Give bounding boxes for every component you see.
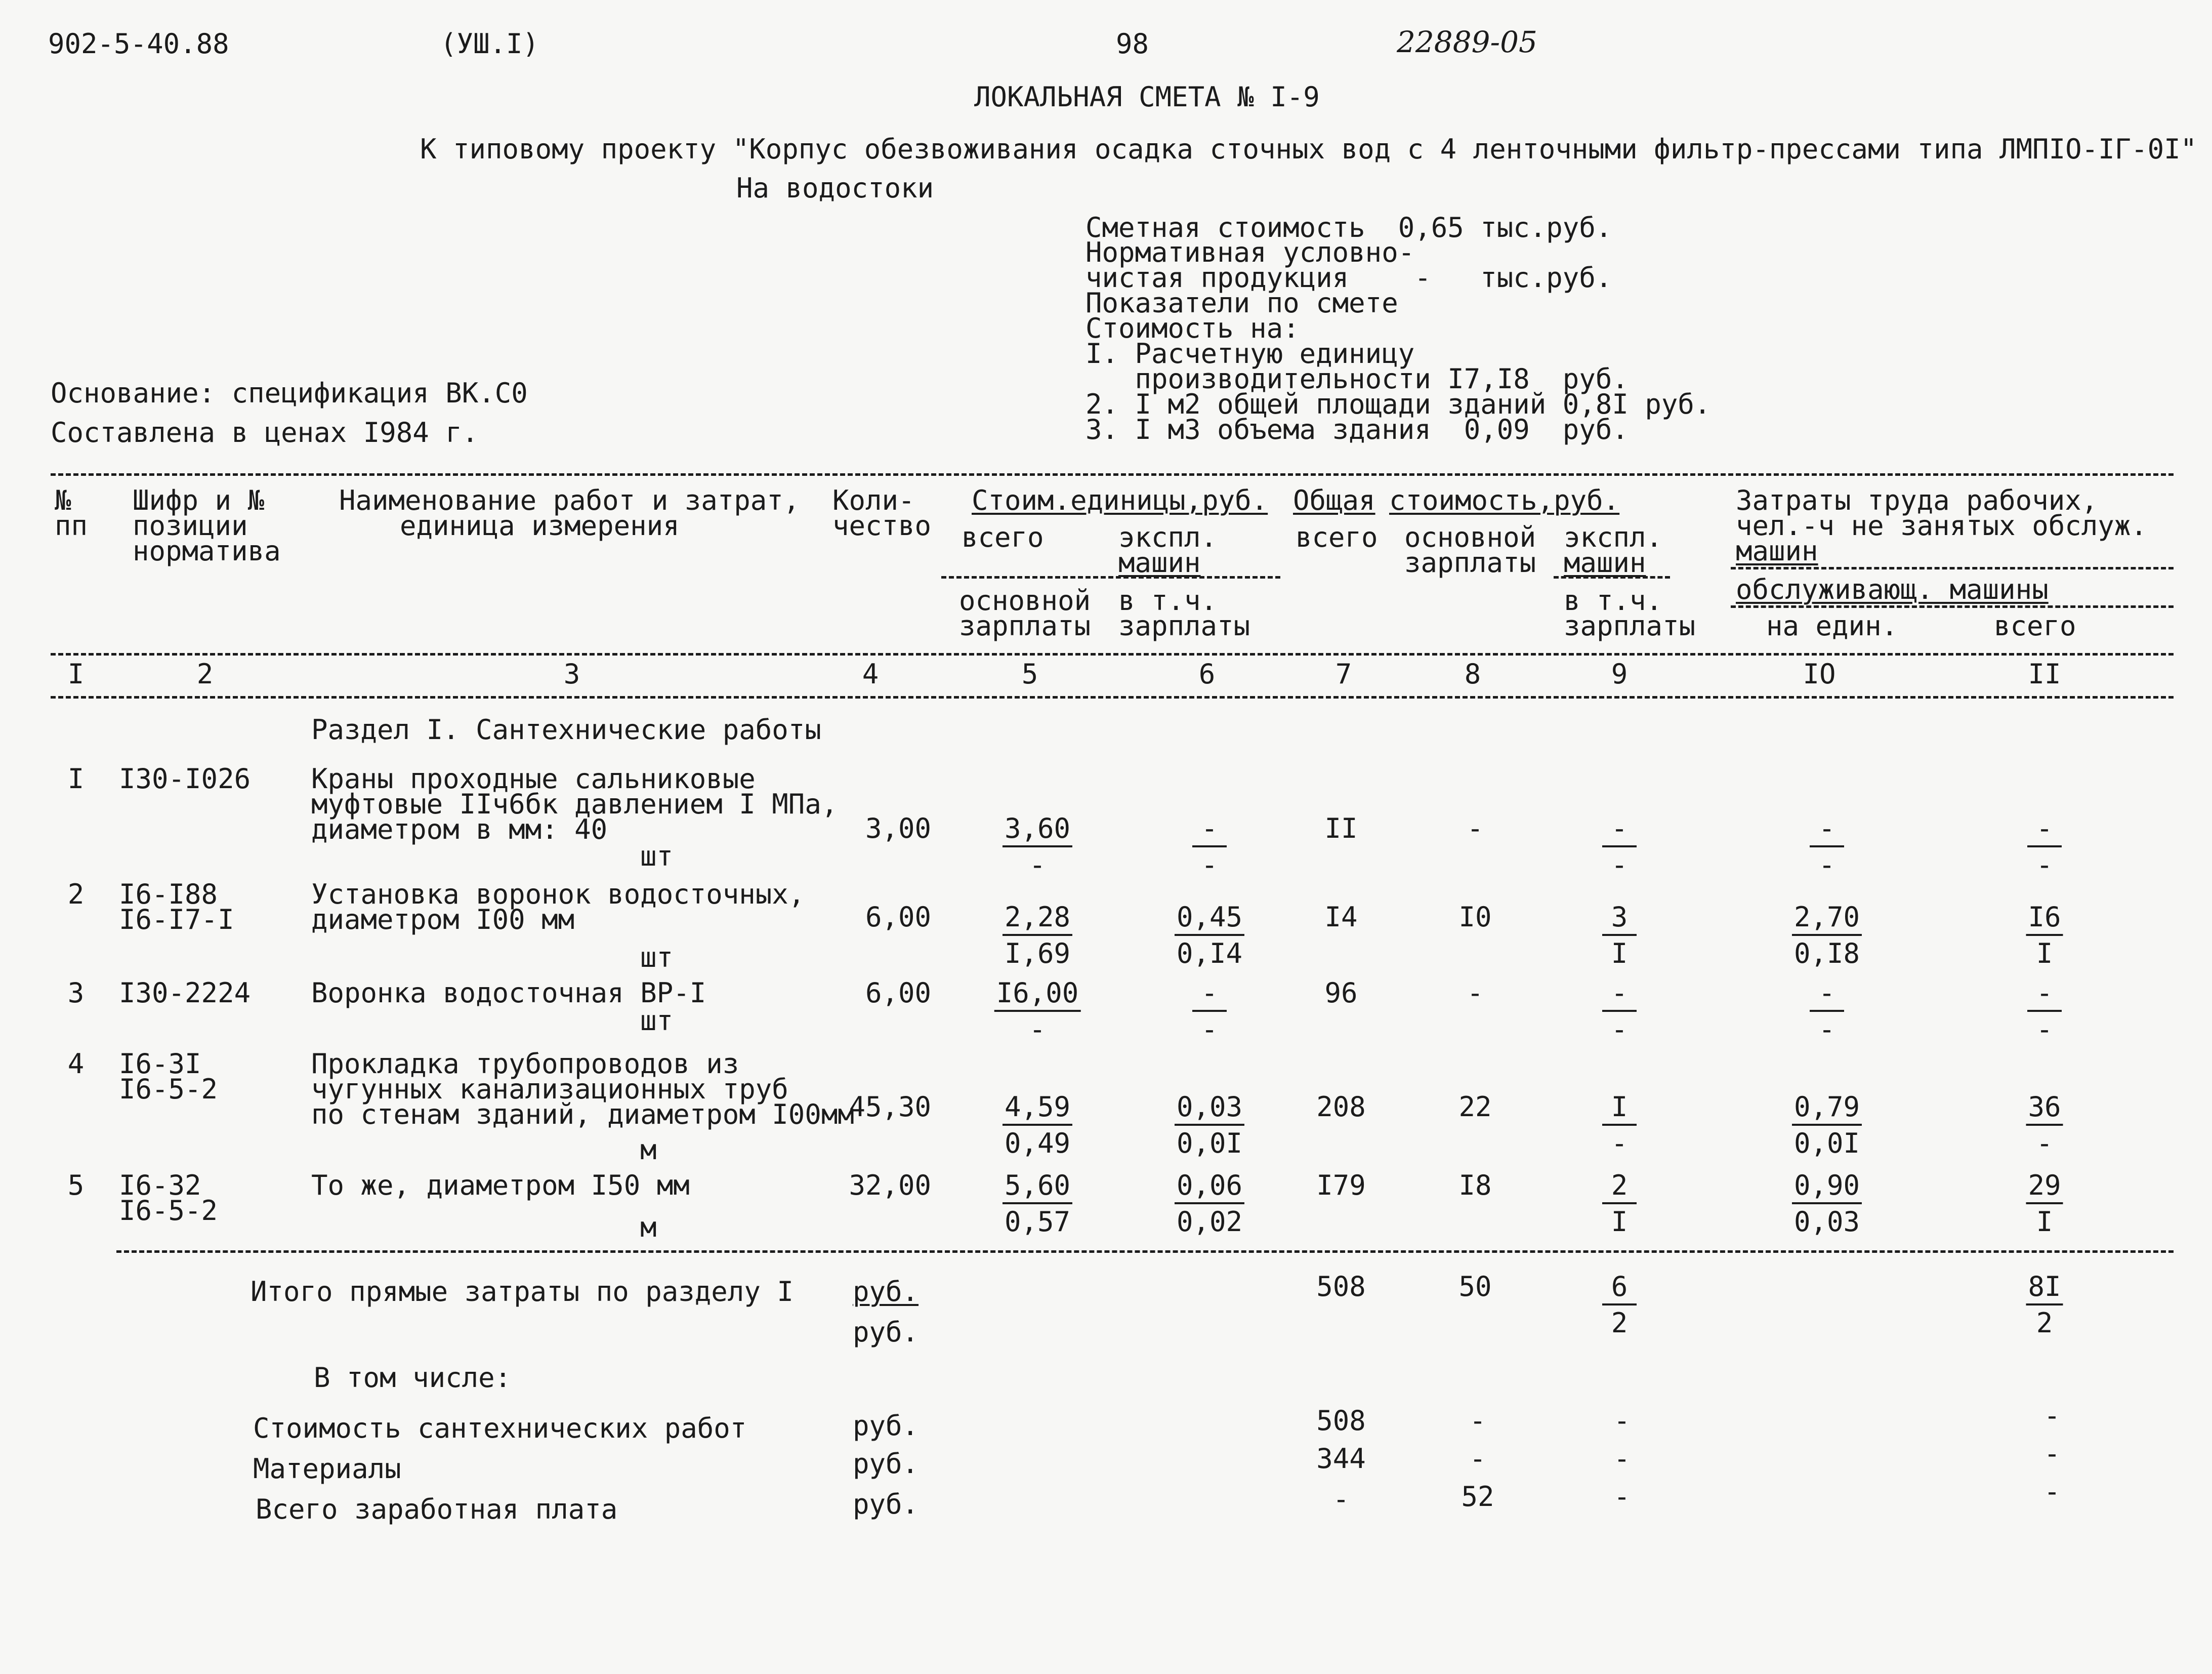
section-title: Раздел I. Сантехнические работы [311,714,821,746]
row-labor-unit [1792,1169,1862,1238]
value: 2 [2036,1307,2053,1339]
col-head-qty: Коли- [832,484,915,516]
row-unit: шт [640,840,674,872]
breakdown-total: 344 [1316,1443,1366,1475]
col-head-sub-wages: зарплаты [959,610,1091,642]
value: I [1602,1093,1637,1126]
value: 0,79 [1792,1093,1862,1126]
summary-line: Показатели по смете [1086,287,1398,319]
header-rule-labor-2 [1731,605,2174,608]
row-labor-total [2027,979,2062,1043]
breakdown-total: 508 [1316,1405,1366,1437]
col-head-sub-wages: зарплаты [1404,547,1536,579]
row-unit: шт [640,1005,674,1037]
breakdown-name: Всего заработная плата [256,1493,618,1525]
breakdown-labor: - [2043,1476,2061,1507]
value: I [2036,937,2053,969]
value: 2 [1602,1172,1637,1204]
row-number: 5 [67,1169,85,1201]
project-line: К типовому проекту "Корпус обезвоживания осадка сточных вод с 4 ленточными фильтр-прессами типа ЛМПIО-IГ-0I" [420,133,2197,165]
col-number: 2 [196,658,214,690]
summary-line: Нормативная условно- [1086,236,1415,268]
value: 6 [1602,1273,1637,1305]
value: 0,I8 [1793,937,1860,969]
col-head-sub-wages: основной [959,585,1091,617]
value: - [1611,1013,1628,1045]
value: 0,57 [1004,1206,1071,1238]
breakdown-machines: - [1613,1443,1631,1475]
value: I [1611,1206,1628,1238]
col-head-total-cost: Общая [1293,484,1375,516]
row-number: 2 [67,878,85,910]
value: 5,60 [1003,1172,1072,1204]
row-wages: - [1467,977,1484,1009]
value: - [1818,849,1835,881]
value: - [1192,815,1227,847]
row-unit: м [640,1211,657,1243]
document-title: ЛОКАЛЬНАЯ СМЕТА № I-9 [974,81,1320,113]
row-labor-total [2026,1093,2063,1157]
row-name: Краны проходные сальниковые [311,763,756,795]
row-wages: - [1467,812,1484,844]
row-labor-total [2026,1169,2063,1238]
col-head-labor-machines: обслуживающ. машины [1736,574,2049,605]
row-machines-total [1602,1169,1637,1238]
row-name: диаметром I00 мм [311,904,575,935]
summary-line: I. Расчетную единицу [1086,338,1415,370]
value: I [1611,937,1628,969]
totals-wages: 50 [1458,1271,1492,1302]
header-rule-labor [1731,567,2174,569]
album-code: 902-5-40.88 [48,28,229,60]
value: 0,06 [1175,1172,1244,1204]
col-head-sub-wages: основной [1404,521,1536,553]
summary-line: Стоимость на: [1086,312,1300,344]
row-code: I6-I7-I [119,904,234,935]
col-head-per-unit: на един. [1766,610,1898,642]
breakdown-name: Материалы [253,1453,401,1485]
page-number: 98 [1116,28,1149,60]
album-volume: (УШ.I) [440,28,539,60]
value: 0,0I [1176,1127,1243,1159]
row-machine-cost [1175,1169,1244,1238]
breakdown-unit: руб. [853,1410,919,1442]
value: - [2027,815,2062,847]
row-unit-cost [1003,1093,1072,1157]
value: 0,I4 [1176,937,1243,969]
value: 0,02 [1176,1206,1243,1238]
value: - [1602,979,1637,1012]
value: 0,0I [1793,1127,1860,1159]
col-number: IО [1803,658,1836,690]
value: 0,90 [1792,1172,1862,1204]
breakdown-labor: - [2043,1400,2061,1432]
value: - [1818,1013,1835,1045]
breakdown-wages: - [1469,1443,1486,1475]
row-code: I6-5-2 [119,1195,218,1227]
row-code: I6-3I [119,1048,201,1080]
col-number: II [2028,658,2061,690]
value: - [1611,1127,1628,1159]
col-head-sub-incl-wages: зарплаты [1564,610,1696,642]
value: 29 [2026,1172,2063,1204]
row-qty: 32,00 [849,1169,931,1201]
value: 2,28 [1003,904,1072,936]
col-head-name: Наименование работ и затрат, [339,484,800,516]
value: 0,03 [1793,1206,1860,1238]
row-unit-cost [1003,1169,1072,1238]
breakdown-name: Стоимость сантехнических работ [253,1412,747,1444]
row-code: I6-5-2 [119,1073,218,1105]
estimate-subject: На водостоки [736,172,934,204]
totals-unit: руб. [853,1276,919,1308]
row-name: То же, диаметром I50 мм [311,1169,690,1201]
breakdown-wages: - [1469,1405,1486,1437]
totals-total: 508 [1316,1271,1366,1302]
including-label: В том числе: [314,1362,512,1394]
col-number: 3 [563,658,580,690]
row-name: муфтовые IIч6бк давлением I МПа, [311,788,838,820]
row-unit: шт [640,942,674,973]
col-head-unit-cost: Стоим.единицы,руб. [972,484,1268,516]
col-head-sub-incl-wages: в т.ч. [1118,585,1218,617]
col-head-labor: Затраты труда рабочих, [1736,484,2098,516]
row-wages: 22 [1458,1091,1492,1123]
col-number: 8 [1464,658,1481,690]
value: I,69 [1004,937,1071,969]
row-number: I [67,763,85,795]
document-number: 22889-05 [1397,25,1537,59]
row-unit: м [640,1134,657,1166]
row-code: I30-2224 [119,977,251,1009]
breakdown-machines: - [1613,1405,1631,1437]
row-total: II [1324,812,1358,844]
value: 0,45 [1175,904,1244,936]
value: 3,60 [1003,815,1072,847]
value: - [1602,815,1637,847]
col-head-code: норматива [133,535,281,567]
totals-machines [1602,1273,1637,1337]
totals-labor [2026,1273,2063,1337]
header-rule-mid [51,653,2174,656]
value: 36 [2026,1093,2063,1126]
value: - [2036,849,2053,881]
col-number: 5 [1021,658,1038,690]
row-total: I4 [1324,901,1358,933]
row-qty: 45,30 [849,1091,931,1123]
row-name: Прокладка трубопроводов из [311,1048,739,1080]
col-head-sub-total: всего [962,521,1044,553]
col-head-sub-machines: машин [1564,547,1646,579]
col-head-name: единица измерения [400,510,680,542]
col-head-total-cost: стоимость,руб. [1389,484,1620,516]
value: I6,00 [994,979,1081,1012]
row-machines-total [1602,979,1637,1043]
header-rule-bottom [51,696,2174,699]
row-machines-total [1602,812,1637,881]
row-machines-total [1602,901,1637,969]
row-unit-cost [1003,901,1072,969]
row-unit-cost [994,979,1081,1043]
breakdown-labor: - [2043,1438,2061,1469]
prices-year-line: Составлена в ценах I984 г. [51,417,479,448]
row-wages: I0 [1458,901,1492,933]
value: - [2036,1013,2053,1045]
row-qty: 6,00 [865,977,931,1009]
row-labor-unit [1810,812,1844,881]
breakdown-unit: руб. [853,1488,919,1520]
col-number: 4 [862,658,879,690]
header-rule-unit-cost [941,576,1280,579]
col-head-all: всего [1994,610,2076,642]
col-number: 6 [1198,658,1216,690]
col-number: I [67,658,85,690]
col-head-num: пп [55,510,88,542]
row-number: 4 [67,1048,85,1080]
row-labor-unit [1792,901,1862,969]
totals-unit: руб. [853,1316,919,1348]
col-head-qty: чество [832,510,932,542]
col-head-sub-incl-wages: зарплаты [1118,610,1250,642]
col-head-sub-machines: экспл. [1118,521,1218,553]
value: 2 [1611,1307,1628,1339]
row-name: чугунных канализационных труб [311,1073,788,1105]
value: - [1201,849,1218,881]
value: 0,03 [1175,1093,1244,1126]
col-head-sub-machines: машин [1118,547,1201,579]
row-labor-total [2026,901,2063,969]
col-head-code: Шифр и № [133,484,265,516]
col-head-num: № [55,484,71,516]
value: - [1201,1013,1218,1045]
row-code: I6-I88 [119,878,218,910]
summary-line: 2. I м2 общей площади зданий 0,8I руб. [1086,388,1711,420]
row-name: по стенам зданий, диаметром I00мм [311,1098,854,1130]
breakdown-machines: - [1613,1481,1631,1513]
col-head-sub-machines: экспл. [1564,521,1663,553]
row-qty: 6,00 [865,901,931,933]
value: - [1029,1013,1046,1045]
row-machine-cost [1192,812,1227,881]
row-total: I79 [1316,1169,1366,1201]
value: - [1810,815,1844,847]
row-number: 3 [67,977,85,1009]
value: 2,70 [1792,904,1862,936]
row-labor-unit [1810,979,1844,1043]
value: I6 [2026,904,2063,936]
row-labor-unit [1792,1093,1862,1157]
value: - [1611,849,1628,881]
summary-line: чистая продукция - тыс.руб. [1086,262,1612,294]
value: - [1029,849,1046,881]
col-head-sub-total: всего [1296,521,1378,553]
breakdown-wages: 52 [1461,1481,1494,1513]
summary-line: 3. I м3 объема здания 0,09 руб. [1086,414,1629,445]
summary-line: производительности I7,I8 руб. [1086,363,1629,395]
breakdown-unit: руб. [853,1448,919,1480]
value: - [2036,1127,2053,1159]
row-name: Установка воронок водосточных, [311,878,805,910]
value: - [1192,979,1227,1012]
col-number: 7 [1335,658,1352,690]
row-wages: I8 [1458,1169,1492,1201]
row-unit-cost [1003,812,1072,881]
col-head-sub-incl-wages: в т.ч. [1564,585,1663,617]
row-name: диаметром в мм: 40 [311,813,608,845]
row-total: 96 [1324,977,1358,1009]
basis-line: Основание: спецификация ВК.С0 [51,377,528,409]
row-code: I30-I026 [119,763,251,795]
header-rule-top [51,473,2174,476]
value: - [1810,979,1844,1012]
value: - [2027,979,2062,1012]
row-machine-cost [1175,1093,1244,1157]
summary-line: Сметная стоимость 0,65 тыс.руб. [1086,212,1612,243]
breakdown-total: - [1332,1483,1350,1515]
row-machines-total [1602,1093,1637,1157]
row-machine-cost [1192,979,1227,1043]
col-head-labor: машин [1736,535,1818,567]
row-code: I6-32 [119,1169,201,1201]
col-head-code: позиции [133,510,248,542]
row-qty: 3,00 [865,812,931,844]
value: 3 [1602,904,1637,936]
row-name: Воронка водосточная ВР-I [311,977,706,1009]
value: I [2036,1206,2053,1238]
value: 4,59 [1003,1093,1072,1126]
col-number: 9 [1611,658,1628,690]
totals-label: Итого прямые затраты по разделу I [251,1276,794,1308]
row-labor-total [2027,812,2062,881]
value: 8I [2026,1273,2063,1305]
totals-rule [116,1250,2174,1253]
header-rule-machines [1554,576,1670,579]
value: 0,49 [1004,1127,1071,1159]
row-total: 208 [1316,1091,1366,1123]
row-machine-cost [1175,901,1244,969]
col-head-labor: чел.-ч не занятых обслуж. [1736,510,2147,542]
